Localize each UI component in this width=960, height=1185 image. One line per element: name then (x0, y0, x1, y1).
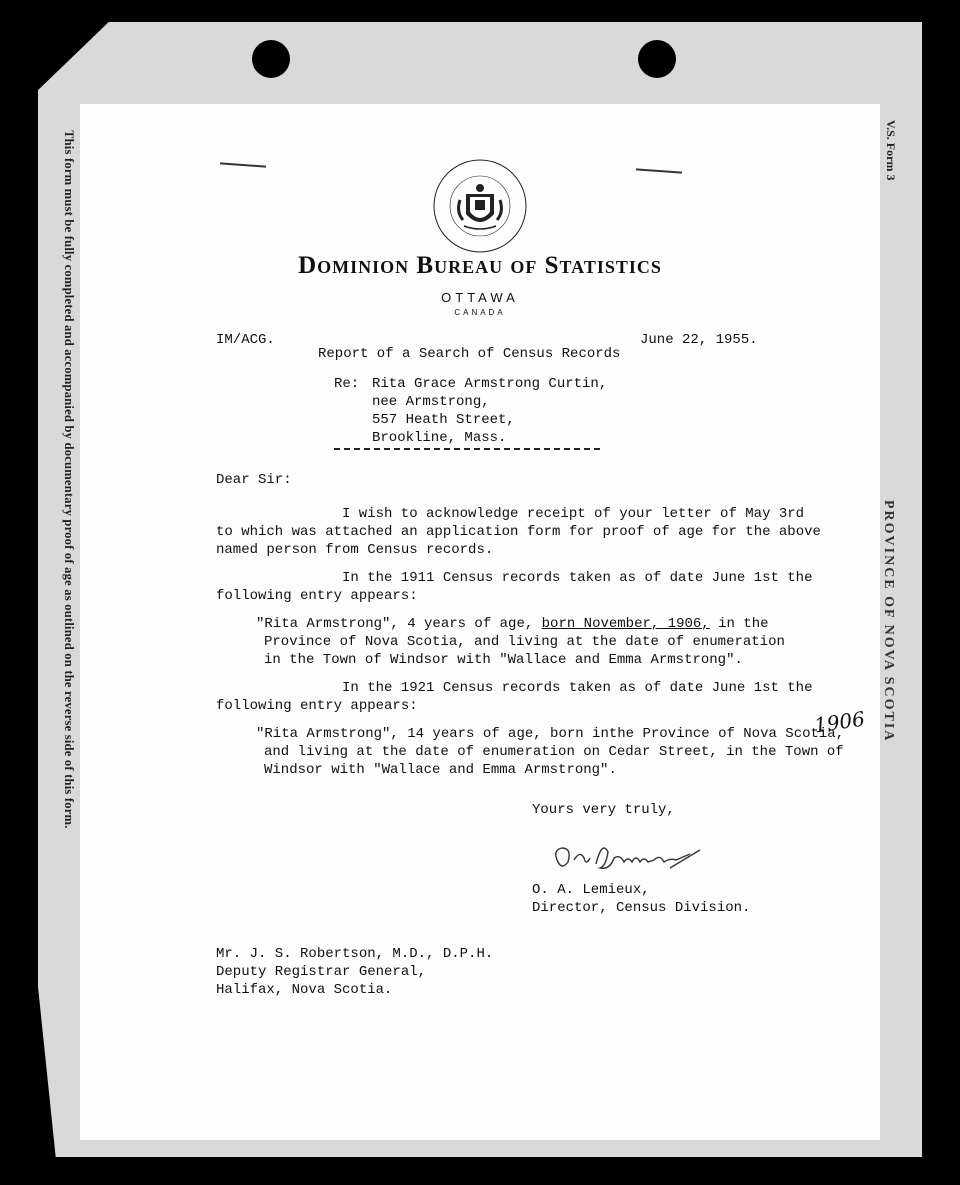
entry-text: in the (709, 616, 769, 632)
paragraph-line: in the Town of Windsor with "Wallace and Emma Armstrong". (264, 652, 743, 668)
punch-hole (252, 40, 290, 78)
re-line: nee Armstrong, (372, 394, 490, 410)
census-entry-1921: "Rita Armstrong", 14 years of age, born inthe Province of Nova Scotia, (256, 726, 845, 742)
re-line: Brookline, Mass. (372, 430, 507, 446)
letterhead-city: OTTAWA (441, 290, 519, 305)
punch-hole (638, 40, 676, 78)
paragraph-line: In the 1921 Census records taken as of date June 1st the (342, 680, 813, 696)
census-entry-1911 (256, 616, 769, 632)
re-line: Rita Grace Armstrong Curtin, (372, 376, 608, 392)
margin-mark (636, 168, 682, 173)
paragraph-line: Province of Nova Scotia, and living at the date of enumeration (264, 634, 785, 650)
subject-divider (334, 448, 600, 450)
letter-page (80, 104, 880, 1140)
paragraph-line: following entry appears: (216, 588, 418, 604)
letter-date: June 22, 1955. (640, 332, 758, 348)
recipient-line: Mr. J. S. Robertson, M.D., D.P.H. (216, 946, 494, 962)
coat-of-arms-seal-icon (430, 156, 530, 256)
form-margin-text: This form must be fully completed and accompanied by documentary proof of age as outlined on the reverse side of this form. (62, 130, 76, 829)
handwritten-annotation: 1906 (812, 706, 867, 738)
margin-mark (220, 162, 266, 167)
recipient-line: Halifax, Nova Scotia. (216, 982, 393, 998)
paragraph-line: I wish to acknowledge receipt of your letter of May 3rd (342, 506, 805, 522)
signature-icon (550, 832, 730, 882)
closing: Yours very truly, (532, 802, 675, 818)
salutation: Dear Sir: (216, 472, 292, 488)
reference-code: IM/ACG. (216, 332, 275, 348)
recipient-line: Deputy Registrar General, (216, 964, 427, 980)
entry-text: "Rita Armstrong", 4 years of age, (256, 616, 542, 632)
signer-title: Director, Census Division. (532, 900, 751, 916)
form-province-text: PROVINCE OF NOVA SCOTIA (881, 500, 896, 743)
paragraph-line: named person from Census records. (216, 542, 494, 558)
re-line: 557 Heath Street, (372, 412, 515, 428)
paragraph-line: In the 1911 Census records taken as of date June 1st the (342, 570, 813, 586)
form-number-text: V.S. Form 3 (884, 120, 898, 181)
paragraph-line: Windsor with "Wallace and Emma Armstrong". (264, 762, 617, 778)
form-margin-instructions (58, 130, 78, 960)
signer-name: O. A. Lemieux, (532, 882, 650, 898)
form-number (878, 120, 900, 240)
paragraph-line: and living at the date of enumeration on Cedar Street, in the Town of (264, 744, 844, 760)
birth-date-underlined: born November, 1906, (541, 616, 710, 632)
paragraph-line: following entry appears: (216, 698, 418, 714)
paragraph-line: to which was attached an application form for proof of age for the above (216, 524, 821, 540)
organization-name: Dominion Bureau of Statistics (298, 252, 662, 279)
letter-subject: Report of a Search of Census Records (318, 346, 621, 362)
letterhead-country: CANADA (454, 308, 506, 317)
re-label: Re: (334, 376, 360, 392)
